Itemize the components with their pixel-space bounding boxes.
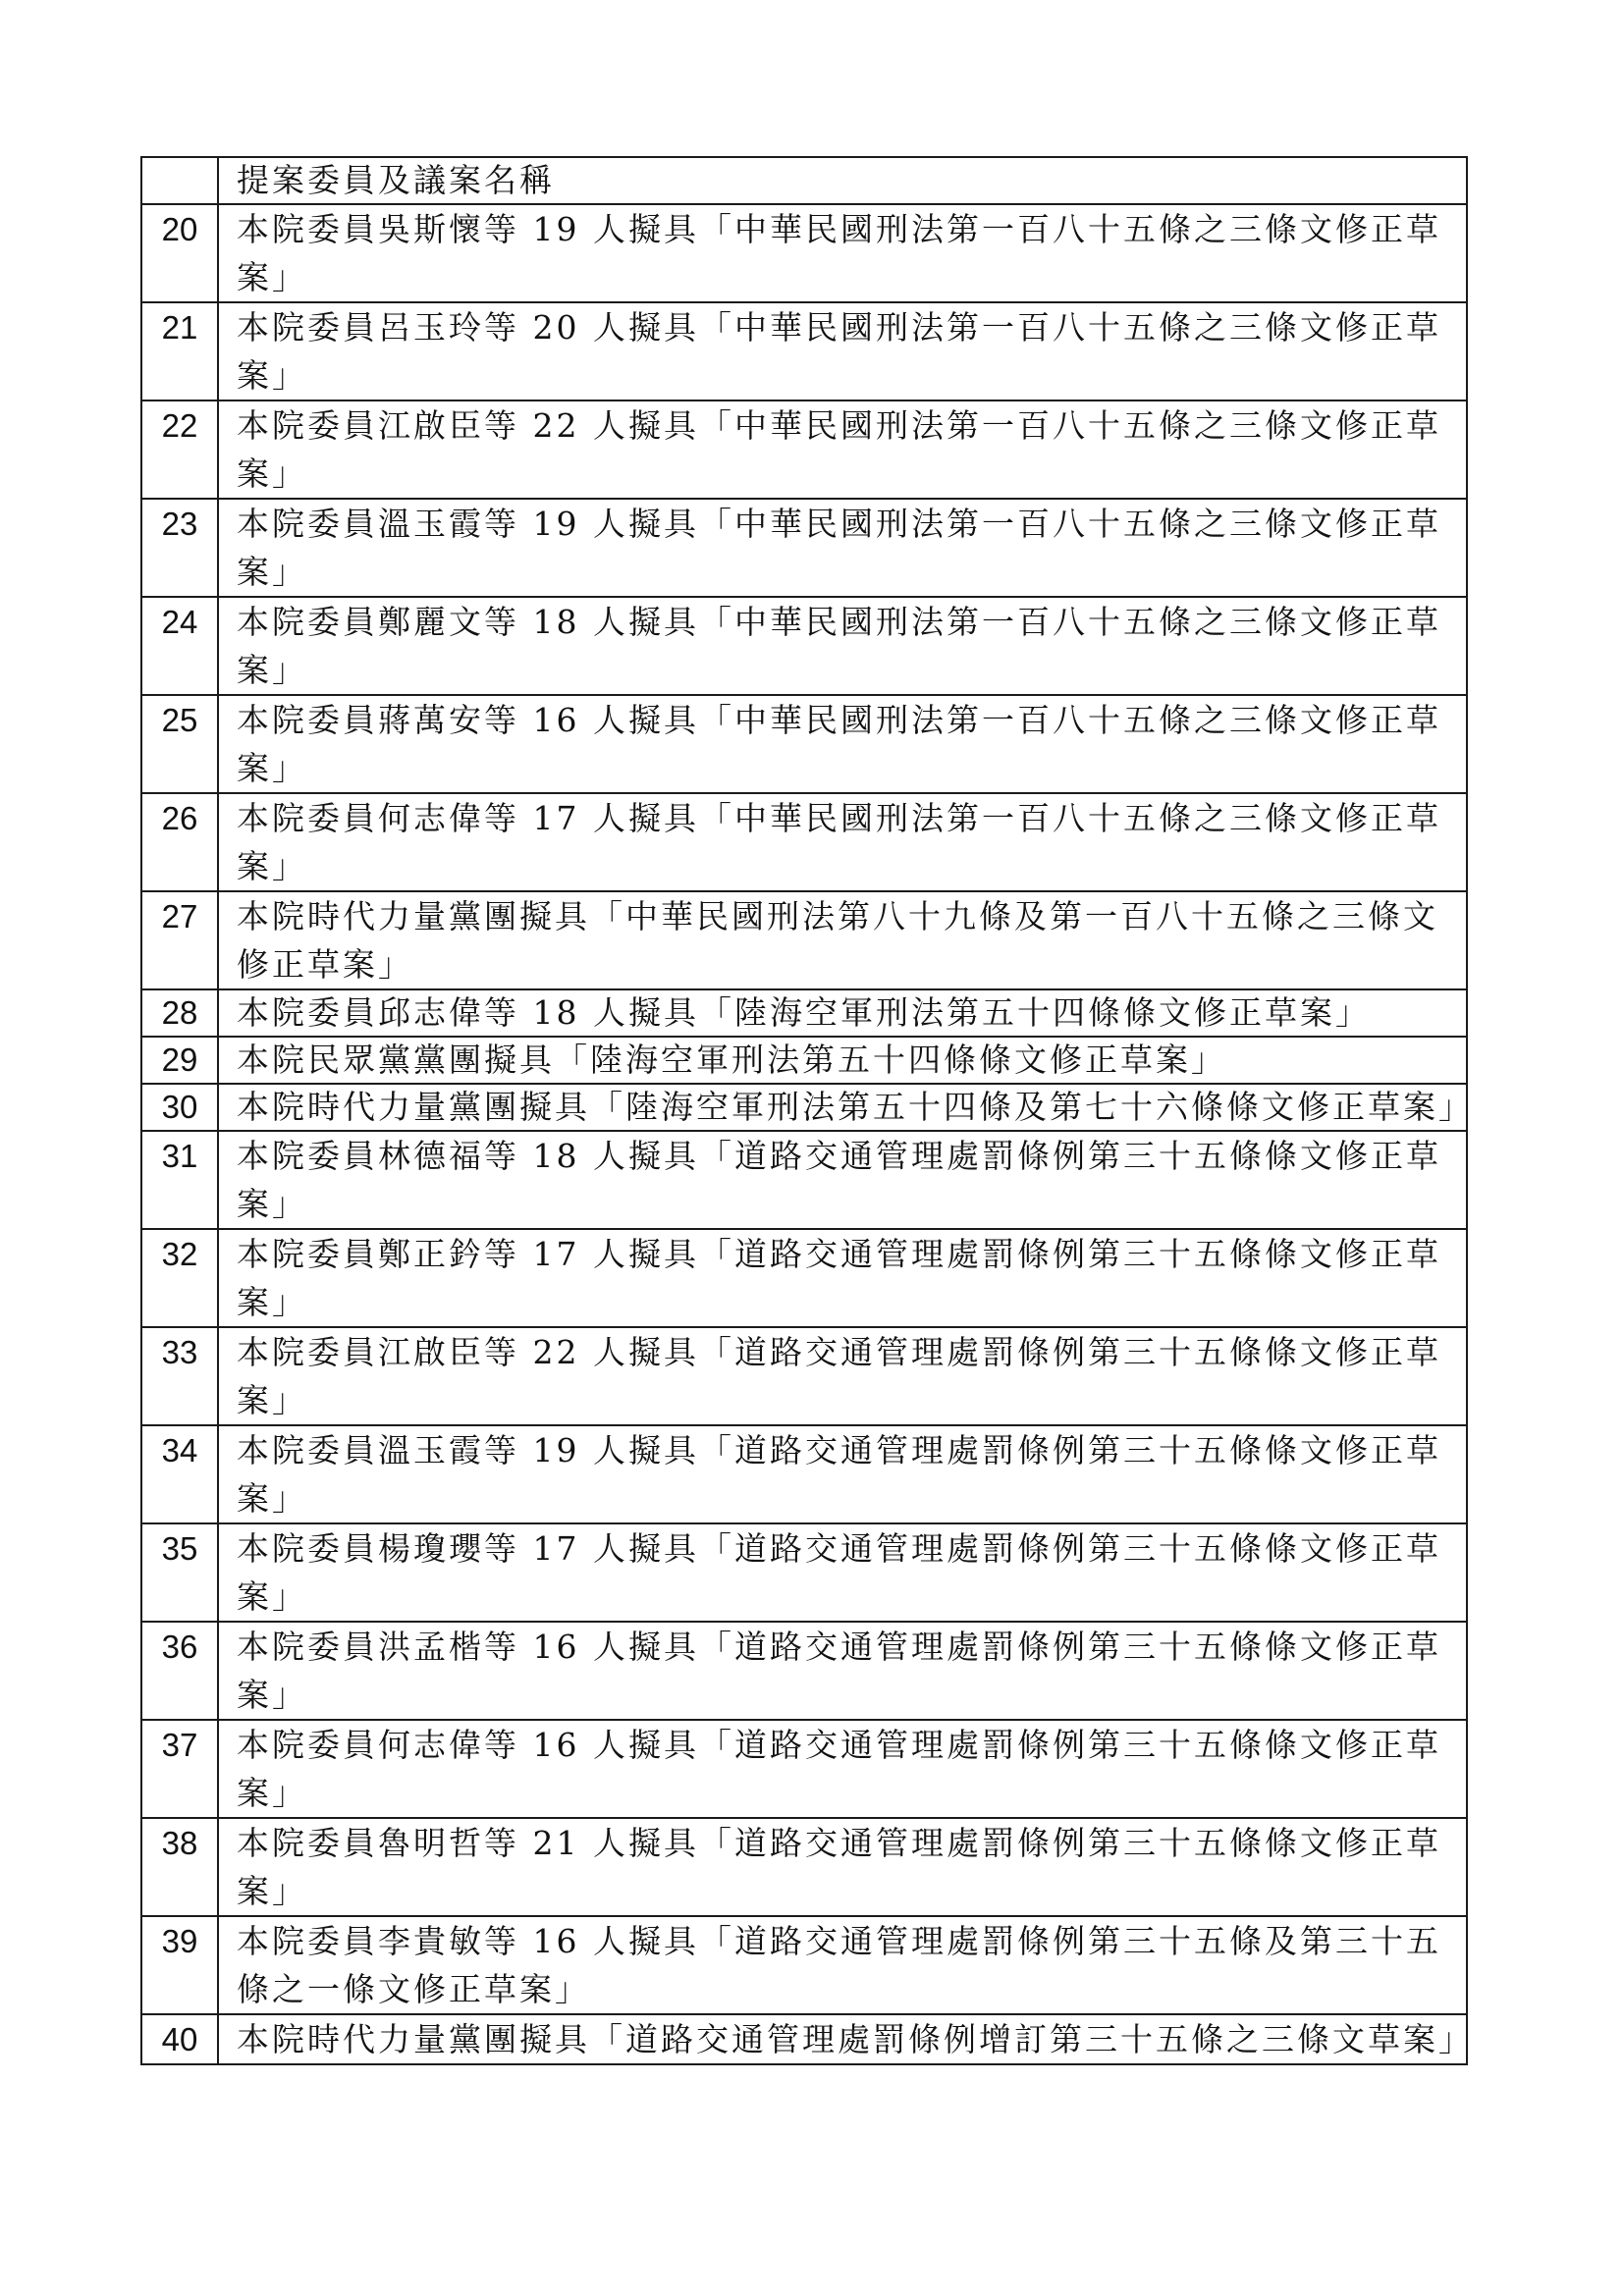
table-row bbox=[141, 1037, 1467, 1084]
bill-title-cell: 本院委員林德福等 18 人擬具「道路交通管理處罰條例第三十五條條文修正草案」 bbox=[218, 1131, 1467, 1229]
table-row bbox=[141, 1523, 1467, 1622]
table-row bbox=[141, 695, 1467, 793]
bill-title-cell: 本院民眾黨黨團擬具「陸海空軍刑法第五十四條條文修正草案」 bbox=[218, 1037, 1467, 1084]
bill-title-cell: 本院時代力量黨團擬具「道路交通管理處罰條例增訂第三十五條之三條文草案」 bbox=[218, 2014, 1467, 2064]
bill-title-cell: 本院委員洪孟楷等 16 人擬具「道路交通管理處罰條例第三十五條條文修正草案」 bbox=[218, 1622, 1467, 1720]
row-number-cell: 28 bbox=[141, 989, 218, 1037]
table-row bbox=[141, 1229, 1467, 1327]
table-row bbox=[141, 989, 1467, 1037]
row-number-cell: 32 bbox=[141, 1229, 218, 1327]
table-row bbox=[141, 1720, 1467, 1818]
table-row bbox=[141, 891, 1467, 989]
row-number-cell: 39 bbox=[141, 1916, 218, 2014]
bill-title-cell: 本院委員江啟臣等 22 人擬具「中華民國刑法第一百八十五條之三條文修正草案」 bbox=[218, 400, 1467, 499]
bill-title-cell: 本院委員鄭正鈐等 17 人擬具「道路交通管理處罰條例第三十五條條文修正草案」 bbox=[218, 1229, 1467, 1327]
table-row bbox=[141, 1818, 1467, 1916]
bill-title-cell: 本院委員溫玉霞等 19 人擬具「中華民國刑法第一百八十五條之三條文修正草案」 bbox=[218, 499, 1467, 597]
bill-title-cell: 本院委員楊瓊瓔等 17 人擬具「道路交通管理處罰條例第三十五條條文修正草案」 bbox=[218, 1523, 1467, 1622]
row-number-cell: 30 bbox=[141, 1084, 218, 1131]
table-row bbox=[141, 1425, 1467, 1523]
row-number-cell: 22 bbox=[141, 400, 218, 499]
bill-title-cell: 本院委員邱志偉等 18 人擬具「陸海空軍刑法第五十四條條文修正草案」 bbox=[218, 989, 1467, 1037]
table-row bbox=[141, 400, 1467, 499]
row-number-cell: 23 bbox=[141, 499, 218, 597]
bill-title-cell: 本院委員江啟臣等 22 人擬具「道路交通管理處罰條例第三十五條條文修正草案」 bbox=[218, 1327, 1467, 1425]
table-row bbox=[141, 2014, 1467, 2064]
row-number-cell: 35 bbox=[141, 1523, 218, 1622]
bill-title-cell: 本院委員李貴敏等 16 人擬具「道路交通管理處罰條例第三十五條及第三十五條之一條文修正草案」 bbox=[218, 1916, 1467, 2014]
row-number-cell: 31 bbox=[141, 1131, 218, 1229]
table-row bbox=[141, 793, 1467, 891]
bill-title-cell: 本院委員何志偉等 17 人擬具「中華民國刑法第一百八十五條之三條文修正草案」 bbox=[218, 793, 1467, 891]
bill-title-cell: 本院時代力量黨團擬具「中華民國刑法第八十九條及第一百八十五條之三條文修正草案」 bbox=[218, 891, 1467, 989]
row-number-cell: 34 bbox=[141, 1425, 218, 1523]
table-row bbox=[141, 1622, 1467, 1720]
bill-list-table bbox=[140, 156, 1474, 2065]
header-title-cell: 提案委員及議案名稱 bbox=[218, 157, 1467, 204]
bill-title-cell: 本院委員吳斯懷等 19 人擬具「中華民國刑法第一百八十五條之三條文修正草案」 bbox=[218, 204, 1467, 302]
table-row bbox=[141, 1084, 1467, 1131]
row-number-cell: 36 bbox=[141, 1622, 218, 1720]
bill-title-cell: 本院時代力量黨團擬具「陸海空軍刑法第五十四條及第七十六條條文修正草案」 bbox=[218, 1084, 1467, 1131]
row-number-cell: 37 bbox=[141, 1720, 218, 1818]
row-number-cell: 24 bbox=[141, 597, 218, 695]
table-row bbox=[141, 1327, 1467, 1425]
row-number-cell: 27 bbox=[141, 891, 218, 989]
bill-title-cell: 本院委員鄭麗文等 18 人擬具「中華民國刑法第一百八十五條之三條文修正草案」 bbox=[218, 597, 1467, 695]
table-header-row bbox=[141, 157, 1467, 204]
table-row bbox=[141, 597, 1467, 695]
table-row bbox=[141, 1916, 1467, 2014]
table-row bbox=[141, 1131, 1467, 1229]
row-number-cell: 38 bbox=[141, 1818, 218, 1916]
row-number-cell: 33 bbox=[141, 1327, 218, 1425]
table-row bbox=[141, 204, 1467, 302]
row-number-cell: 25 bbox=[141, 695, 218, 793]
table-row bbox=[141, 302, 1467, 400]
row-number-cell: 26 bbox=[141, 793, 218, 891]
bill-title-cell: 本院委員魯明哲等 21 人擬具「道路交通管理處罰條例第三十五條條文修正草案」 bbox=[218, 1818, 1467, 1916]
bill-title-cell: 本院委員溫玉霞等 19 人擬具「道路交通管理處罰條例第三十五條條文修正草案」 bbox=[218, 1425, 1467, 1523]
row-number-cell: 29 bbox=[141, 1037, 218, 1084]
header-number-cell bbox=[141, 157, 218, 204]
bill-title-cell: 本院委員何志偉等 16 人擬具「道路交通管理處罰條例第三十五條條文修正草案」 bbox=[218, 1720, 1467, 1818]
table-row bbox=[141, 499, 1467, 597]
bill-title-cell: 本院委員呂玉玲等 20 人擬具「中華民國刑法第一百八十五條之三條文修正草案」 bbox=[218, 302, 1467, 400]
row-number-cell: 40 bbox=[141, 2014, 218, 2064]
row-number-cell: 20 bbox=[141, 204, 218, 302]
bill-title-cell: 本院委員蔣萬安等 16 人擬具「中華民國刑法第一百八十五條之三條文修正草案」 bbox=[218, 695, 1467, 793]
row-number-cell: 21 bbox=[141, 302, 218, 400]
